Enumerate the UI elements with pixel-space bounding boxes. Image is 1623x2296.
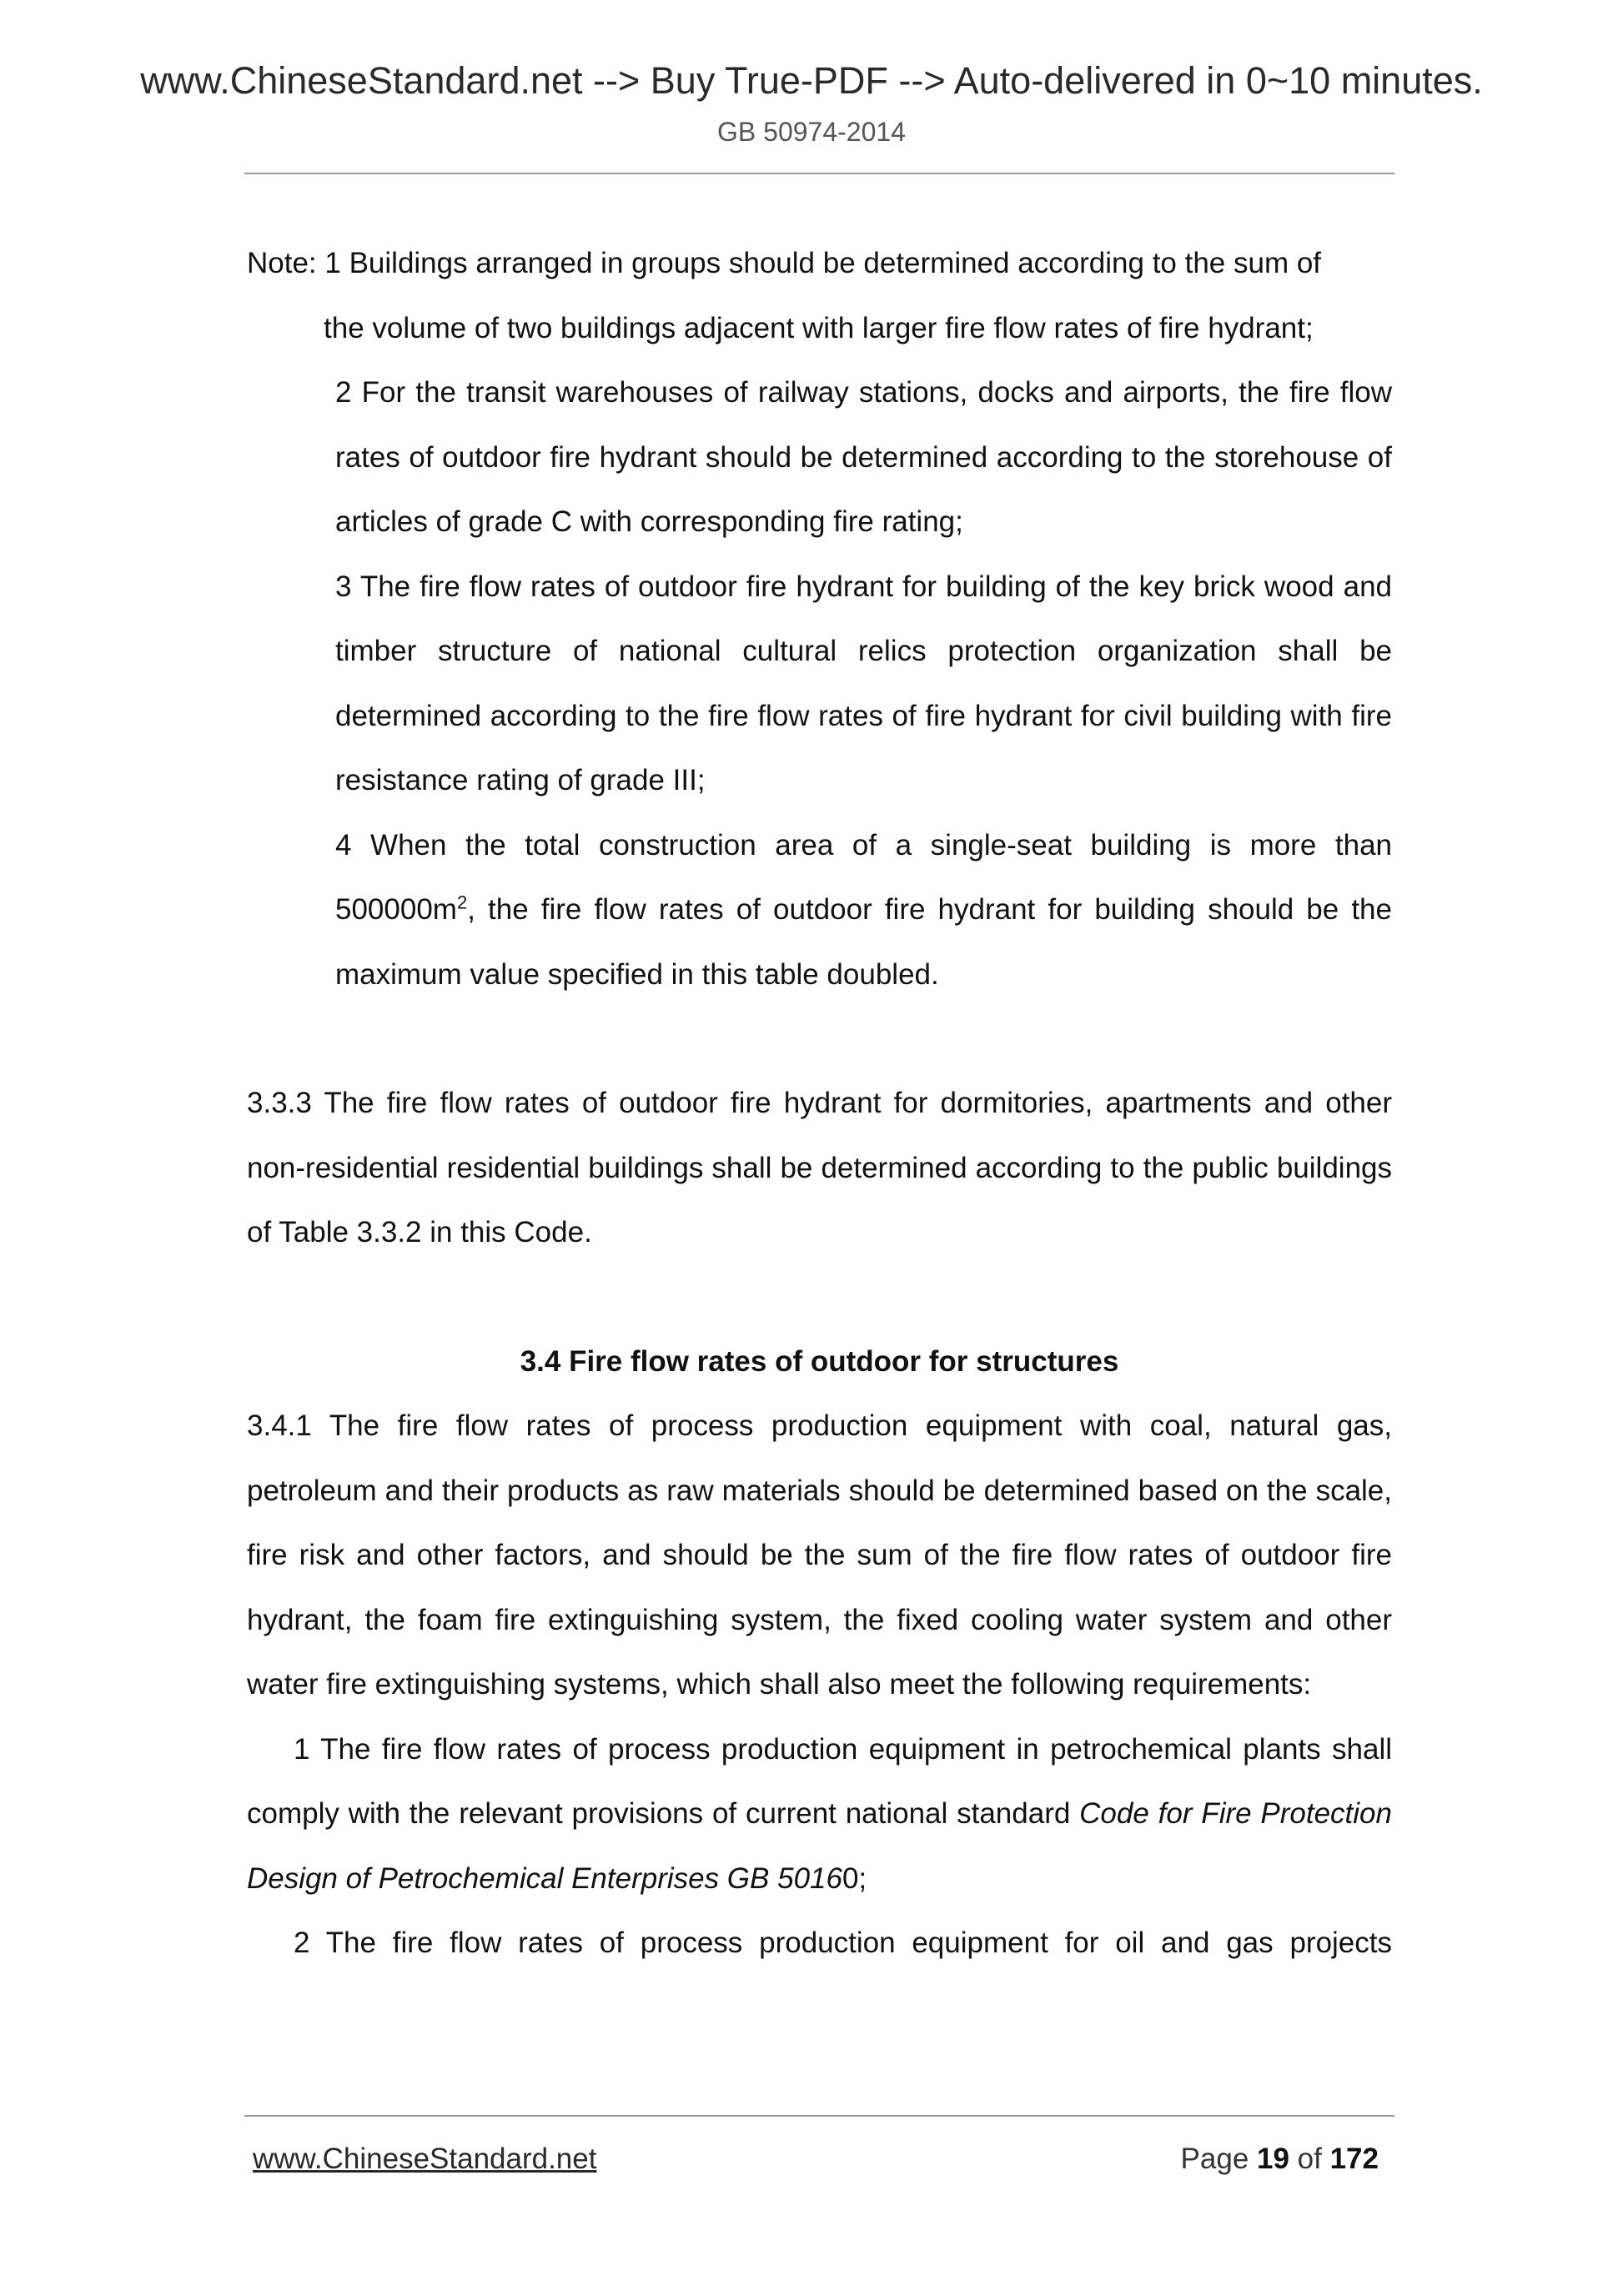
header-banner: www.ChineseStandard.net --> Buy True-PDF --> Auto-delivered in 0~10 minutes. bbox=[140, 59, 1483, 102]
page-number bbox=[1181, 2144, 1379, 2173]
total-pages: 172 bbox=[1329, 2143, 1379, 2175]
page-label: Page bbox=[1180, 2143, 1258, 2175]
current-page: 19 bbox=[1257, 2143, 1289, 2175]
standard-title-reference: Code for Fire Protection Design of Petrochemical Enterprises GB 5016 bbox=[247, 1797, 1392, 1895]
item-1-text: 1 The fire flow rates of process production equipment in petrochemical plants shall comply with the relevant provisions of current national standard bbox=[247, 1732, 1392, 1830]
superscript-exponent: 2 bbox=[456, 892, 468, 913]
clause-3-4-1-item-2: 2 The fire flow rates of process production equipment for oil and gas projects bbox=[294, 1927, 1392, 1959]
note-item-2: 2 For the transit warehouses of railway stations, docks and airports, the fire flow rates of outdoor fire hydrant should be determined according to the storehouse of articles of grade C with corresponding fire rating; bbox=[335, 376, 1392, 538]
of-label: of bbox=[1289, 2143, 1330, 2175]
clause-3-4-1: 3.4.1 The fire flow rates of process production equipment with coal, natural gas, petroleum and their products as raw materials should be determined based on the scale, fire risk and other factors, and should be the sum of the fire flow rates of outdoor fire hydrant, the foam fire extinguishing system, the fixed cooling water system and other water fire extinguishing systems, which shall also meet the following requirements: bbox=[247, 1409, 1392, 1701]
note-label: Note: bbox=[247, 247, 325, 279]
footer-divider bbox=[244, 2115, 1394, 2117]
note-item-4-text-end: , the fire flow rates of outdoor fire hydrant for building should be the maximum value specified in this table doubled. bbox=[335, 893, 1392, 991]
page-body bbox=[247, 231, 1392, 1976]
clause-3-3-3: 3.3.3 The fire flow rates of outdoor fire hydrant for dormitories, apartments and other non-residential residential buildings shall be determined according to the public buildings of Table 3.3.2 in this Code. bbox=[247, 1087, 1392, 1248]
section-heading-3-4: 3.4 Fire flow rates of outdoor for structures bbox=[520, 1344, 1119, 1378]
note-item-4 bbox=[247, 813, 1392, 1007]
spacer bbox=[247, 1007, 1392, 1071]
note-item-3: 3 The fire flow rates of outdoor fire hydrant for building of the key brick wood and timber structure of national cultural relics protection organization shall be determined according to the fire flow rates of fire hydrant for civil building with fire resistance rating of grade III; bbox=[335, 570, 1392, 796]
document-id: GB 50974-2014 bbox=[717, 117, 906, 147]
spacer bbox=[247, 1265, 1392, 1329]
header-divider bbox=[244, 173, 1394, 174]
note-item-1-line-2: the volume of two buildings adjacent with larger fire flow rates of fire hydrant; bbox=[324, 311, 1314, 344]
item-1-text-end: 0; bbox=[842, 1861, 867, 1895]
note-item-4-text-start: 4 When the total construction area of a single-seat building is more than 500000m bbox=[335, 828, 1392, 926]
footer-website-link[interactable]: www.ChineseStandard.net bbox=[253, 2143, 597, 2175]
note-item-1-text: 1 Buildings arranged in groups should be determined according to the sum of bbox=[324, 247, 1322, 279]
note-item-1-line-1 bbox=[247, 231, 1392, 296]
clause-3-4-1-item-1 bbox=[247, 1717, 1392, 1912]
